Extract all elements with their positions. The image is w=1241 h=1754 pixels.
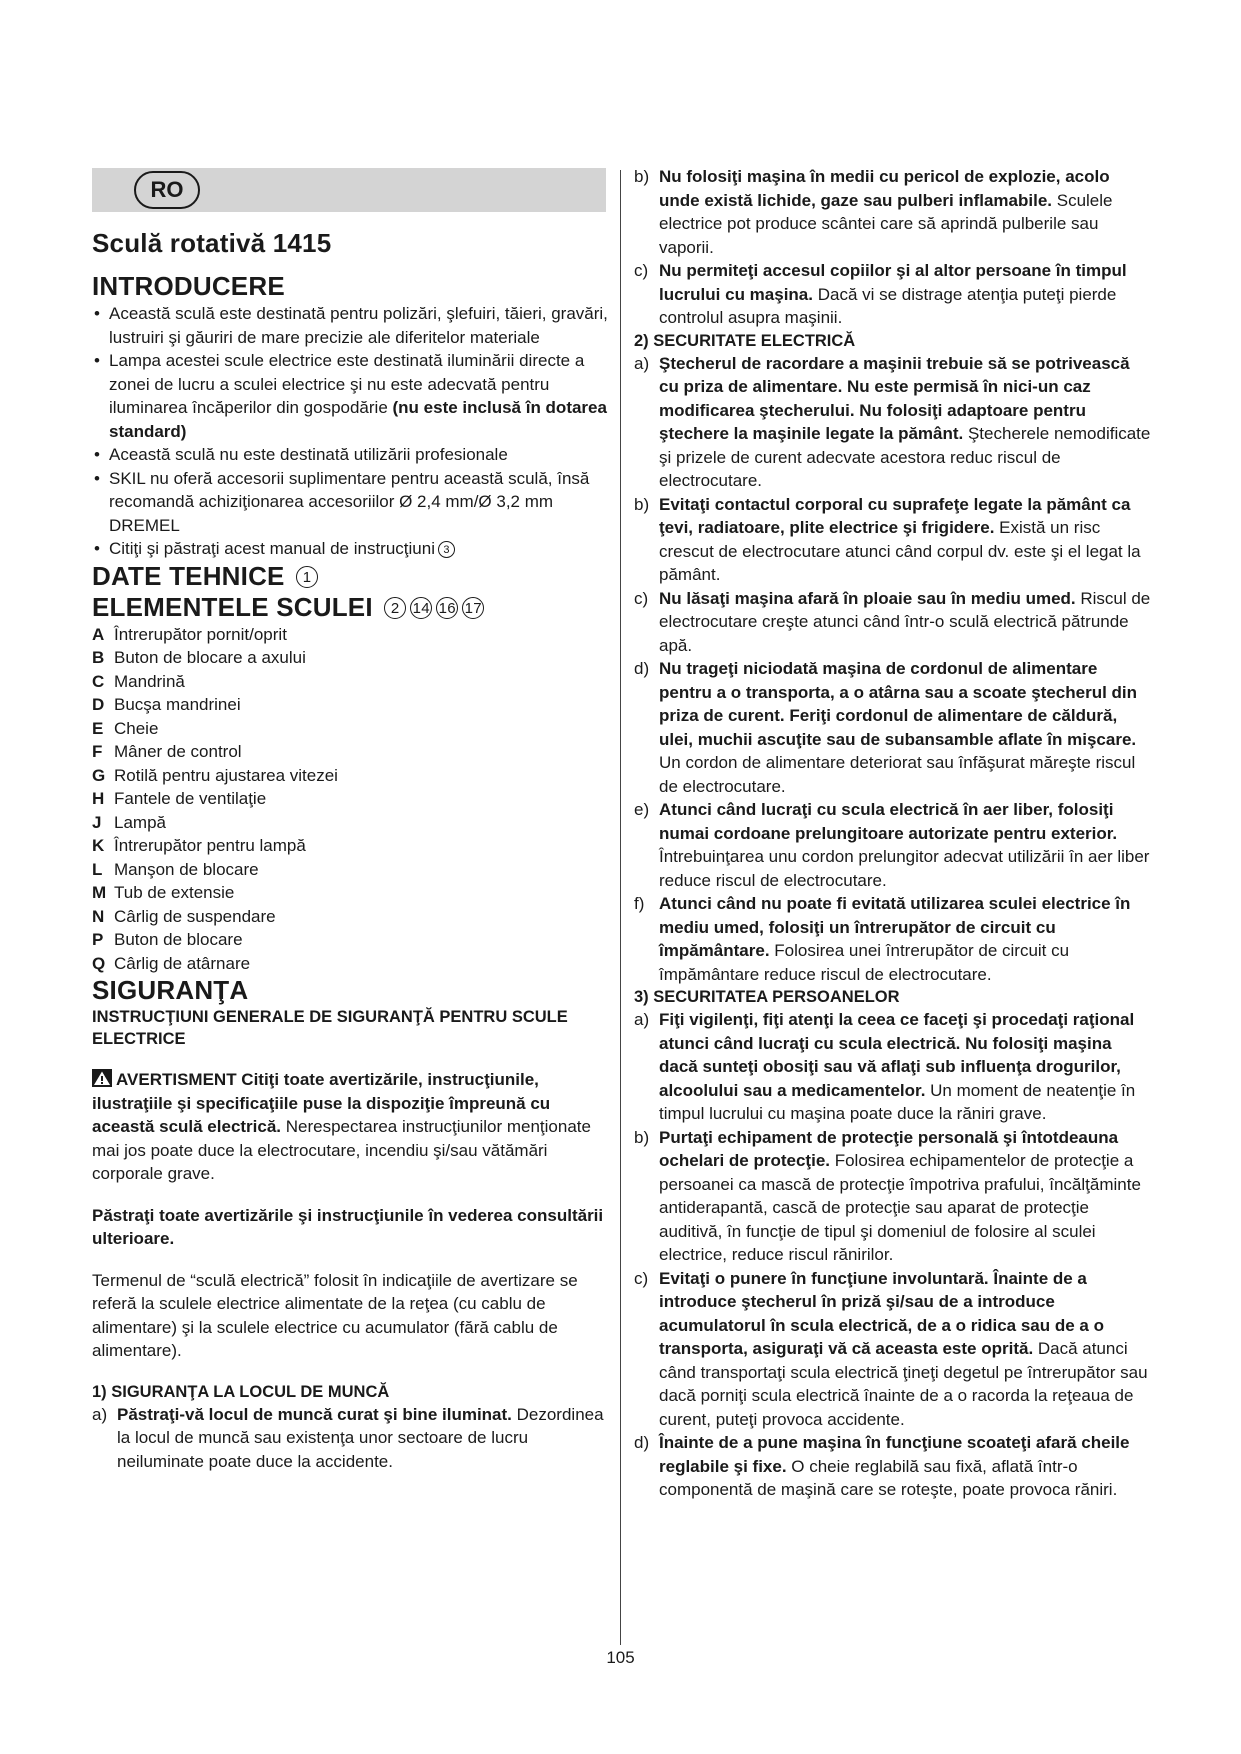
- safety-item: a) Ştecherul de racordare a maşinii trebuie să se potrivească cu priza de alimentare. Nu este permisă în nici-un caz modificarea ştecherului. Nu folosiţi adaptoare pentru ştechere la maşinile legate la pământ. Ştecherele nemodificate şi prizele de curent adecvate acestora reduc riscul de electrocutare.: [634, 353, 1151, 490]
- column-divider: [620, 170, 621, 1645]
- safety-item: a) Fiţi vigilenţi, fiţi atenţi la ceea ce faceţi şi procedaţi raţional atunci când lucraţi cu scula electrică. Nu folosiţi maşina dacă sunteţi obosiţi sau vă aflaţi sub influenţa drogurilor, alcoolului sau a medicamentelor. Un moment de neatenţie în timpul lucrului cu maşina poate duce la răniri grave.: [634, 1010, 1136, 1123]
- figure-ref-badge: 3: [438, 541, 455, 558]
- language-badge: RO: [134, 171, 200, 209]
- element-item: J Lampă: [92, 812, 166, 832]
- safety-item: b) Nu folosiţi maşina în medii cu pericol de explozie, acolo unde există lichide, gaze sau pulberi inflamabile. Sculele electrice pot produce scântei care să aprindă pulberile sau vaporii.: [634, 167, 1113, 257]
- term-paragraph: Termenul de “sculă electrică” folosit în indicaţiile de avertizare se referă la sculele electrice alimentate de la reţea (cu cablu de alimentare) şi la sculele electrice cu acumulator (fără cablu de alimentare).: [92, 1270, 578, 1360]
- safety-item: a) Păstraţi-vă locul de muncă curat şi bine iluminat. Dezordinea la locul de muncă sau existenţa unor sectoare de lucru neiluminate poate duce la accidente.: [92, 1404, 604, 1471]
- element-item: K Întrerupător pentru lampă: [92, 836, 306, 855]
- keep-note: Păstraţi toate avertizările şi instrucţiunile în vederea consultării ulterioare.: [92, 1205, 604, 1248]
- safety-item: b) Purtaţi echipament de protecţie personală şi întotdeauna ochelari de protecţie. Folosirea echipamentelor de protecţie a persoanei ca mască de protecţie împotriva prafului, încălţăminte antiderapantă, cască de protecţie sau aparat de protecţie auditivă, în funcţie de tipul şi domeniul de folosire al sculei electrice, reduce riscul rănirilor.: [634, 1127, 1141, 1264]
- safety-item: b) Evitaţi contactul corporal cu suprafeţe legate la pământ ca ţevi, radiatoare, plite electrice şi frigidere. Există un risc crescut de electrocutare atunci când corpul dv. este şi el legat la pământ.: [634, 494, 1141, 584]
- intro-bullet: • Această sculă este destinată pentru polizări, şlefuiri, tăieri, gravări, lustruiri şi găuriri de mare precizie ale diferitelor materiale: [92, 302, 608, 349]
- page-number: 105: [606, 1648, 635, 1667]
- intro-list: [92, 302, 608, 561]
- element-item: G Rotilă pentru ajustarea vitezei: [92, 765, 338, 785]
- figure-ref-badge: 16: [436, 597, 458, 619]
- figure-ref-badge: 1: [296, 566, 318, 588]
- intro-bullet: • SKIL nu oferă accesorii suplimentare pentru această sculă, însă recomandă achiziţionarea accesoriilor Ø 2,4 mm/Ø 3,2 mm DREMEL: [92, 467, 608, 538]
- safety-item: c) Nu lăsaţi maşina afară în ploaie sau în mediu umed. Riscul de electrocutare creşte atunci când într-o sculă electrică pătrunde apă.: [634, 588, 1151, 655]
- warning-paragraph: AVERTISMENT Citiţi toate avertizările, instrucţiunile, ilustraţiile şi specificaţiile puse la dispoziţie împreună cu această sculă electrică. Nerespectarea instrucţiunilor menţionate mai jos poate duce la electrocutare, incendiu şi/sau vătămări corporale grave.: [92, 1070, 591, 1183]
- left-column: [92, 228, 608, 1473]
- safety-item: d) Nu trageţi niciodată maşina de cordonul de alimentare pentru a o transporta, a o atârna sau a scoate ştecherul din priza de curent. Feriţi cordonul de alimentare de căldură, ulei, muchii ascuţite sau de subansamble aflate în mişcare. Un cordon de alimentare deteriorat sau înfăşurat măreşte riscul de electrocutare.: [634, 659, 1138, 796]
- figure-ref-badge: 2: [384, 597, 406, 619]
- safety-item: e) Atunci când lucraţi cu scula electrică în aer liber, folosiţi numai cordoane prelungitoare autorizate pentru exterior. Întrebuinţarea unu cordon prelungitor adecvat utilizării în aer liber reduce riscul de electrocutare.: [634, 800, 1150, 890]
- element-item: P Buton de blocare: [92, 930, 243, 949]
- right-column: [634, 165, 1154, 1502]
- element-item: D Bucşa mandrinei: [92, 695, 241, 714]
- element-item: H Fantele de ventilaţie: [92, 789, 267, 808]
- s1-heading: 1) SIGURANŢA LA LOCUL DE MUNCĂ: [92, 1382, 390, 1401]
- safety-item: f) Atunci când nu poate fi evitată utilizarea sculei electrice în mediu umed, folosiţi un întrerupător de circuit cu împământare. Folosirea unei întrerupător de circuit cu împământare reduce riscul de electrocutare.: [634, 894, 1131, 984]
- intro-bullet: • Lampa acestei scule electrice este destinată iluminării directe a zonei de lucru a sculei electrice şi nu este adecvată pentru iluminarea încăperilor din gospodărie (nu este inclusă în dotarea standard): [92, 349, 608, 443]
- element-item: Q Cârlig de atârnare: [92, 953, 251, 973]
- page-title: Sculă rotativă 1415: [92, 228, 332, 258]
- intro-heading: INTRODUCERE: [92, 271, 285, 301]
- safety-item: d) Înainte de a pune maşina în funcţiune scoateţi afară cheile reglabile şi fixe. O cheie reglabilă sau fixă, aflată într-o componentă de maşină care se roteşte, poate provoca răniri.: [634, 1433, 1130, 1499]
- elements-list: [92, 623, 608, 976]
- intro-bullet: • Această sculă nu este destinată utilizării profesionale: [92, 443, 608, 467]
- safety-heading: SIGURANŢA: [92, 975, 249, 1005]
- element-item: B Buton de blocare a axului: [92, 648, 306, 667]
- safety-subheading: INSTRUCŢIUNI GENERALE DE SIGURANŢĂ PENTRU SCULE ELECTRICE: [92, 1008, 568, 1048]
- safety-item: c) Evitaţi o punere în funcţiune involuntară. Înainte de a introduce ştecherul în priză şi/sau de a introduce acumulatorul în scula electrică, de a o ridica sau de a o transporta, asiguraţi vă că aceasta este oprită. Dacă atunci când transportaţi scula electrică ţineţi degetul pe întrerupător sau dacă porniţi scula electrică înainte de a o racorda la reţeaua de curent, puteţi provoca accidente.: [634, 1268, 1148, 1429]
- s2-heading: 2) SECURITATE ELECTRICĂ: [634, 331, 856, 350]
- intro-bullet: • Citiţi şi păstraţi acest manual de instrucţiuni 3: [92, 537, 608, 561]
- warning-triangle-icon: [92, 1069, 112, 1087]
- tech-heading: DATE TEHNICE 1: [92, 561, 608, 592]
- element-item: F Mâner de control: [92, 742, 242, 761]
- element-item: L Manşon de blocare: [92, 859, 259, 879]
- element-item: N Cârlig de suspendare: [92, 906, 276, 926]
- element-item: C Mandrină: [92, 671, 185, 691]
- element-item: E Cheie: [92, 718, 159, 738]
- language-band: [92, 168, 606, 212]
- elements-heading: ELEMENTELE SCULEI 2 14 16 17: [92, 592, 608, 623]
- figure-ref-badge: 14: [410, 597, 432, 619]
- safety-item: c) Nu permiteţi accesul copiilor şi al altor persoane în timpul lucrului cu maşina. Dacă vi se distrage atenţia puteţi pierde controlul asupra maşinii.: [634, 261, 1127, 327]
- element-item: M Tub de extensie: [92, 883, 235, 902]
- s3-heading: 3) SECURITATEA PERSOANELOR: [634, 988, 900, 1006]
- figure-ref-badge: 17: [462, 597, 484, 619]
- element-item: A Întrerupător pornit/oprit: [92, 624, 287, 644]
